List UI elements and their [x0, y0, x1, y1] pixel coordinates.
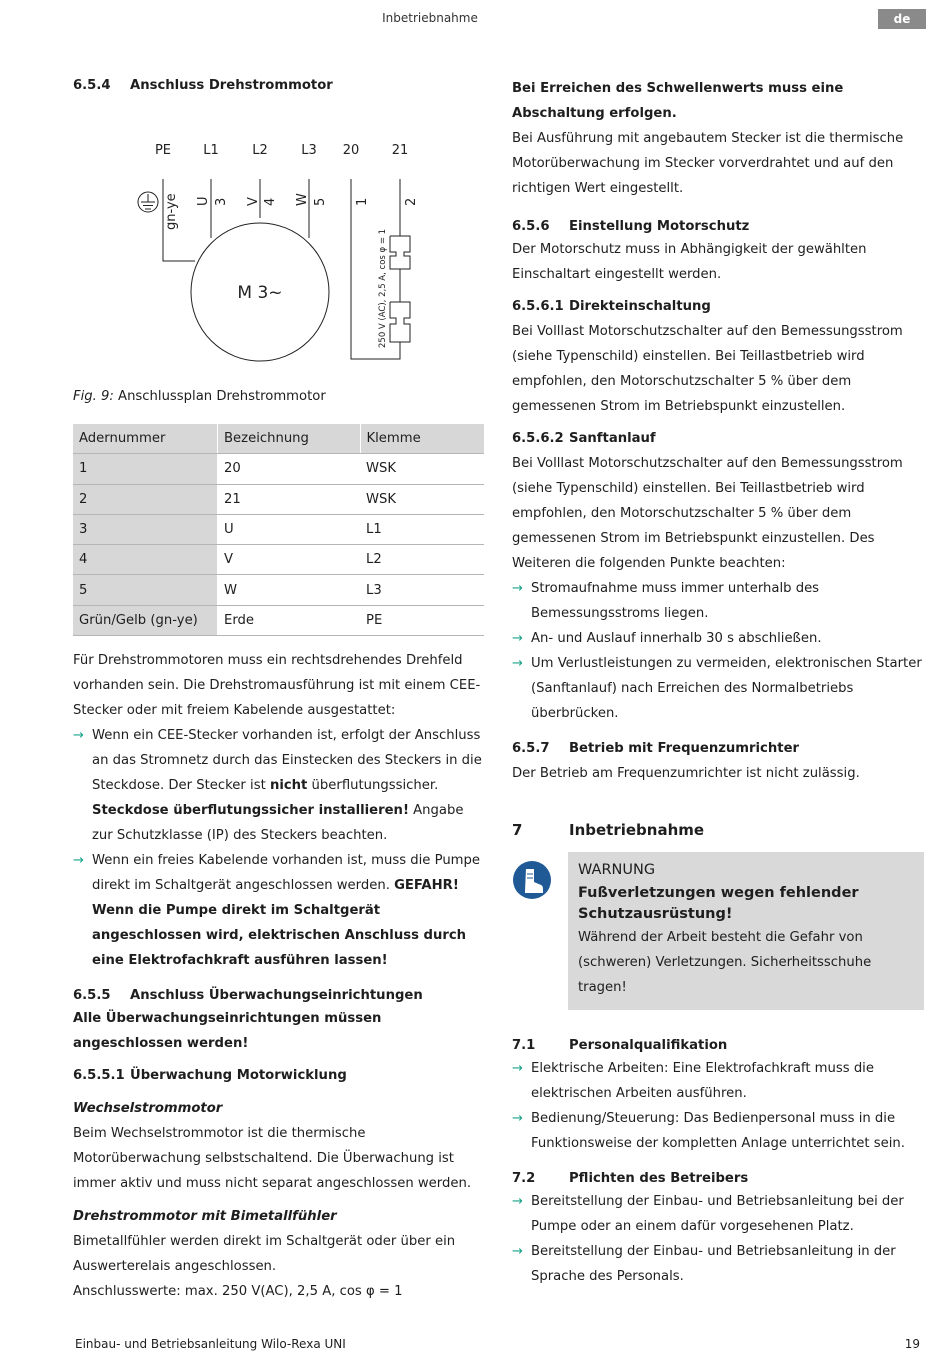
wire-label-4: 4 [263, 197, 278, 206]
table-row: 1 20 WSK [73, 454, 484, 484]
subheading-bimetall: Drehstrommotor mit Bimetallfühler [73, 1209, 337, 1225]
table-row: 5 W L3 [73, 575, 484, 605]
list-item: → Bereitstellung der Einbau- und Betriebsanleitung bei der Pumpe oder an einem dafür vorgesehenen Platz. [512, 1189, 924, 1239]
wire-label-2: 2 [404, 197, 419, 206]
arrow-right-icon: → [73, 853, 84, 869]
label-l1: L1 [203, 143, 219, 158]
section-heading-6-5-5: 6.5.5 Anschluss Überwachungseinrichtungen [73, 988, 423, 1004]
warning-title: Fußverletzungen wegen fehlender Schutzausrüstung! [578, 885, 859, 922]
section-heading-6-5-6-1: 6.5.6.1 Direkteinschaltung [512, 299, 711, 314]
paragraph-sanftanlauf: Bei Volllast Motorschutzschalter auf den Bemessungsstrom (siehe Typenschild) einstellen. Bei Teillastbetrieb wird empfohlen, den Motorschutzschalter 5 % über dem gemessenen Strom im Betriebspunkt einzustellen. Des Weiteren die folgenden Punkte beachten: [512, 456, 903, 571]
paragraph-direkteinschaltung: Bei Volllast Motorschutzschalter auf den Bemessungsstrom (siehe Typenschild) einstellen. Bei Teillastbetrieb wird empfohlen, den Motorschutzschalter 5 % über dem gemessenen Strom im Betriebspunkt einzustellen. [512, 324, 903, 414]
paragraph-stecker: Bei Ausführung mit angebautem Stecker ist die thermische Motorüberwachung im Stecker vorverdrahtet und auf den richtigen Wert eingestellt. [512, 131, 904, 196]
table-row: 3 U L1 [73, 514, 484, 544]
paragraph-bimetall: Bimetallfühler werden direkt im Schaltgerät oder über ein Auswerterelais angeschlossen. [73, 1234, 456, 1275]
figure-caption: Fig. 9: Anschlussplan Drehstrommotor [73, 389, 326, 404]
running-header: Inbetriebnahme [382, 11, 478, 25]
footer-document-title: Einbau- und Betriebsanleitung Wilo-Rexa UNI [75, 1337, 346, 1351]
list-item: → An- und Auslauf innerhalb 30 s abschließen. [512, 626, 924, 651]
list-item: → Wenn ein CEE-Stecker vorhanden ist, erfolgt der Anschluss an das Stromnetz durch das Einstecken des Steckers in die Steckdose. Der Stecker ist nicht überflutungssicher. Steckdose überflutungssicher installieren! Angabe zur Schutzklasse (IP) des Steckers beachten. [73, 723, 485, 848]
earth-icon [138, 192, 158, 212]
wire-label-gn-ye: gn-ye [164, 193, 179, 230]
rating-label: 250 V (AC), 2,5 A, cos φ = 1 [378, 228, 388, 348]
label-21: 21 [391, 143, 409, 158]
subheading-wechselstrommotor: Wechselstrommotor [73, 1101, 223, 1117]
paragraph-wechselstrommotor: Beim Wechselstrommotor ist die thermische Motorüberwachung selbstschaltend. Die Überwachung ist immer aktiv und muss nicht separat angeschlossen werden. [73, 1126, 472, 1192]
arrow-right-icon: → [512, 581, 523, 596]
table-row: 2 21 WSK [73, 484, 484, 514]
wire-label-w: W [295, 193, 310, 206]
paragraph-ueberwachung: Alle Überwachungseinrichtungen müssen angeschlossen werden! [73, 1011, 382, 1052]
label-pe: PE [154, 143, 172, 158]
list-item: → Bedienung/Steuerung: Das Bedienpersonal muss in die Funktionsweise der kompletten Anlage unterrichtet sein. [512, 1106, 924, 1156]
paragraph-schwellenwert: Bei Erreichen des Schwellenwerts muss eine Abschaltung erfolgen. [512, 81, 844, 121]
table-header-row: Adernummer Bezeichnung Klemme [73, 424, 484, 454]
warning-notice [512, 852, 924, 1010]
warning-box [568, 852, 924, 1010]
paragraph-drehfeld: Für Drehstrommotoren muss ein rechtsdrehendes Drehfeld vorhanden sein. Die Drehstromausführung ist mit einem CEE-Stecker oder mit freiem Kabelende ausgestattet: [73, 653, 481, 719]
label-l3: L3 [301, 143, 317, 158]
wiring-diagram [73, 106, 485, 368]
right-column [512, 76, 924, 1289]
paragraph-anschlusswerte: Anschlusswerte: max. 250 V(AC), 2,5 A, cos φ = 1 [73, 1284, 403, 1300]
list-item: → Elektrische Arbeiten: Eine Elektrofachkraft muss die elektrischen Arbeiten ausführen. [512, 1056, 924, 1106]
page-number: 19 [904, 1337, 920, 1351]
paragraph-motorschutz: Der Motorschutz muss in Abhängigkeit der gewählten Einschaltart eingestellt werden. [512, 242, 867, 282]
arrow-right-icon: → [73, 728, 84, 744]
arrow-right-icon: → [512, 1244, 523, 1259]
wire-label-u: U [196, 196, 211, 206]
list-item: → Stromaufnahme muss immer unterhalb des Bemessungsstroms liegen. [512, 576, 924, 626]
section-heading-6-5-7: 6.5.7 Betrieb mit Frequenzumrichter [512, 741, 800, 756]
arrow-right-icon: → [512, 631, 523, 646]
list-item: → Bereitstellung der Einbau- und Betriebsanleitung in der Sprache des Personals. [512, 1239, 924, 1289]
paragraph-frequenzumrichter: Der Betrieb am Frequenzumrichter ist nicht zulässig. [512, 766, 860, 781]
list-item: → Wenn ein freies Kabelende vorhanden ist, muss die Pumpe direkt im Schaltgerät angeschlossen werden. GEFAHR! Wenn die Pumpe direkt im Schaltgerät angeschlossen wird, elektrischen Anschluss durch eine Elektrofachkraft ausführen lassen! [73, 848, 485, 973]
section-heading-6-5-6-2: 6.5.6.2 Sanftanlauf [512, 431, 656, 446]
core-assignment-table [73, 424, 484, 636]
section-heading-6-5-6: 6.5.6 Einstellung Motorschutz [512, 219, 750, 234]
section-heading-7-1: 7.1 Personalqualifikation [512, 1038, 728, 1053]
label-20: 20 [342, 143, 360, 158]
section-heading-6-5-4: 6.5.4 Anschluss Drehstrommotor [73, 78, 333, 93]
label-l2: L2 [252, 143, 268, 158]
safety-boot-icon [512, 860, 552, 900]
wire-label-3: 3 [214, 197, 229, 206]
wire-label-1: 1 [355, 197, 370, 206]
motor-label: M 3~ [237, 283, 283, 303]
language-badge: de [878, 9, 926, 29]
table-row: Grün/Gelb (gn-ye) Erde PE [73, 605, 484, 635]
chapter-heading-7: 7 Inbetriebnahme [512, 821, 705, 839]
section-heading-7-2: 7.2 Pflichten des Betreibers [512, 1171, 749, 1186]
warning-text: Während der Arbeit besteht die Gefahr von (schweren) Verletzungen. Sicherheitsschuhe tragen! [578, 930, 872, 995]
arrow-right-icon: → [512, 1111, 523, 1126]
wire-label-v: V [246, 197, 261, 206]
section-heading-6-5-5-1: 6.5.5.1 Überwachung Motorwicklung [73, 1068, 347, 1084]
wire-label-5: 5 [313, 197, 328, 206]
arrow-right-icon: → [512, 1194, 523, 1209]
arrow-right-icon: → [512, 1061, 523, 1076]
arrow-right-icon: → [512, 656, 523, 671]
list-item: → Um Verlustleistungen zu vermeiden, elektronischen Starter (Sanftanlauf) nach Erreichen des Normalbetriebs überbrücken. [512, 651, 924, 726]
left-column [73, 76, 485, 1304]
table-row: 4 V L2 [73, 545, 484, 575]
warning-label: WARNUNG [578, 862, 656, 878]
